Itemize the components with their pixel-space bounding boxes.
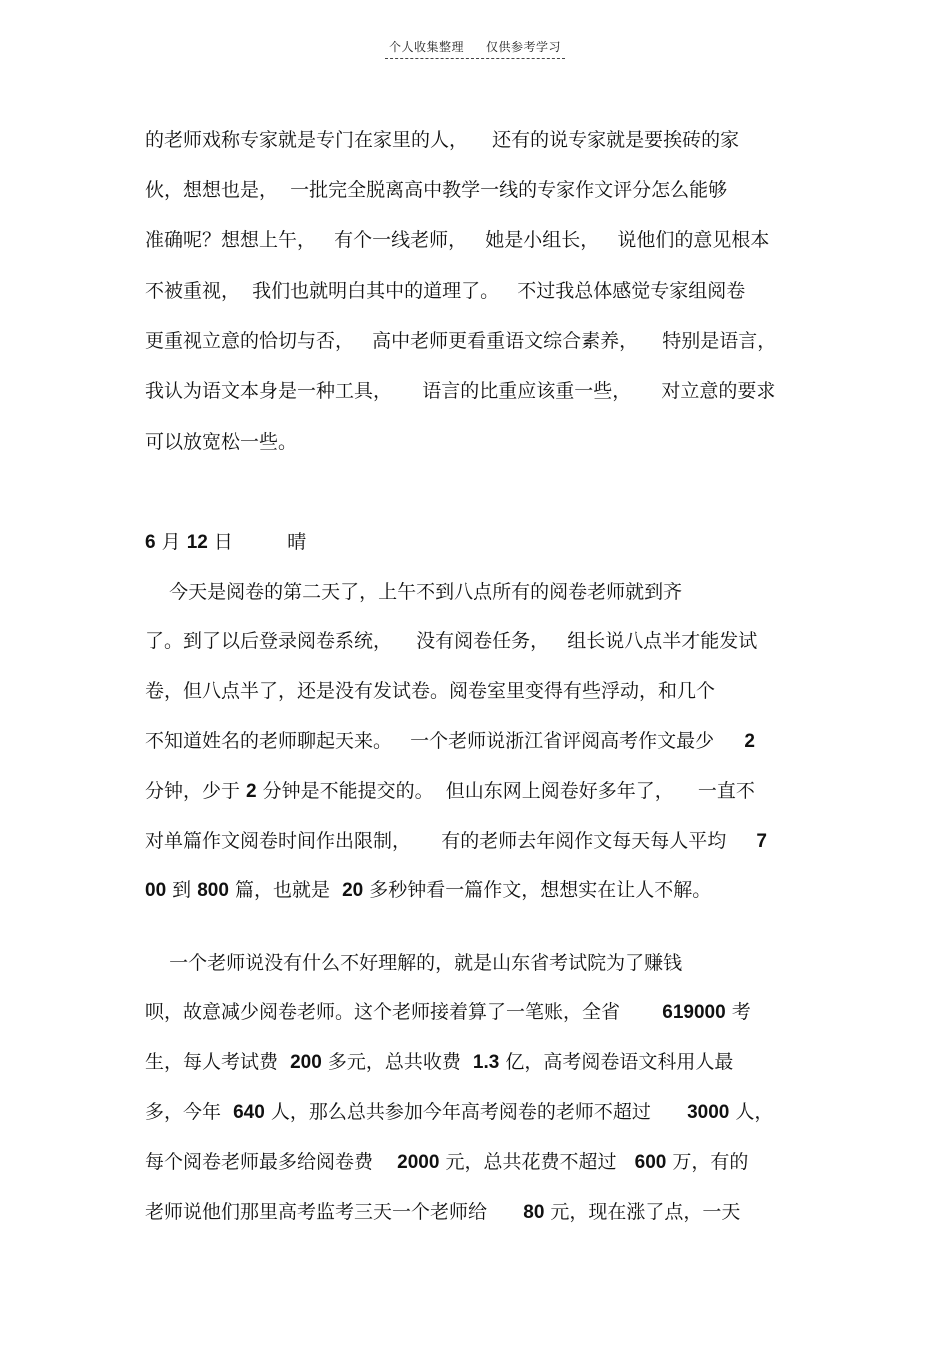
number-text: 80 (523, 1202, 545, 1223)
text-run: 每个阅卷老师最多给阅卷费 (145, 1151, 398, 1173)
text-run: 篇，也就是 (228, 879, 343, 901)
paragraph-line: 我认为语文本身是一种工具， 语言的比重应该重一些， 对立意的要求 (145, 380, 776, 402)
text-run: 人，那么总共参加今年高考阅卷的老师不超过 (264, 1101, 688, 1123)
text-run: 多秒钟看一篇作文，想想实在让人不解。 (363, 879, 712, 901)
number-text: 600 (634, 1152, 667, 1173)
paragraph-line: 伙，想想也是， 一批完全脱离高中教学一线的专家作文评分怎么能够 (145, 179, 728, 201)
paragraph-line (145, 679, 715, 703)
header-left-text: 个人收集整理 (388, 40, 464, 54)
paragraph-line (145, 729, 755, 754)
number-text: 3000 (687, 1102, 730, 1123)
text-run: 不知道姓名的老师聊起天来。 一个老师说浙江省评阅高考作文最少 (145, 730, 745, 752)
number-text: 7 (756, 831, 767, 852)
text-run: 呗，故意减少阅卷老师。这个老师接着算了一笔账，全省 (145, 1001, 663, 1023)
paragraph-line (145, 629, 757, 653)
paragraph-line (145, 1100, 773, 1125)
text-run: 今天是阅卷的第二天了，上午不到八点所有的阅卷老师就到齐 (145, 581, 683, 603)
text-run: 一个老师说没有什么不好理解的，就是山东省考试院为了赚钱 (145, 952, 683, 974)
text-run: 元，总共花费不超过 (439, 1151, 635, 1173)
number-text: 2 (246, 781, 257, 802)
date-month-char: 月 (161, 531, 181, 553)
number-text: 1.3 (472, 1052, 500, 1073)
text-run: 分钟是不能提交的。 但山东网上阅卷好多年了， 一直不 (256, 780, 755, 802)
number-text: 200 (290, 1052, 322, 1073)
date-heading (145, 530, 306, 555)
header-right-text: 仅供参考学习 (486, 40, 562, 54)
number-text: 619000 (662, 1002, 726, 1023)
text-run: 分钟，少于 (145, 780, 247, 802)
paragraph-line: 的老师戏称专家就是专门在家里的人， 还有的说专家就是要挨砖的家 (145, 129, 740, 151)
number-text: 00 (145, 880, 167, 901)
text-run: 生，每人考试费 (145, 1051, 291, 1073)
date-day-number: 12 (186, 532, 208, 553)
paragraph-line (145, 878, 711, 903)
paragraph-line (145, 1200, 740, 1225)
text-run: 多元，总共收费 (321, 1051, 473, 1073)
number-text: 2 (744, 731, 755, 752)
number-text: 2000 (397, 1152, 440, 1173)
text-run: 多，今年 (145, 1101, 234, 1123)
paragraph-line (145, 1150, 748, 1175)
paragraph-line (145, 580, 682, 604)
paragraph-line (145, 829, 767, 854)
paragraph-line: 更重视立意的恰切与否， 高中老师更看重语文综合素养， 特别是语言， (145, 330, 777, 352)
text-run: 卷，但八点半了，还是没有发试卷。阅卷室里变得有些浮动，和几个 (145, 680, 716, 702)
paragraph-line: 准确呢？想想上午， 有个一线老师， 她是小组长， 说他们的意见根本 (145, 229, 770, 251)
paragraph-line (145, 951, 682, 975)
text-run: 考 (725, 1001, 751, 1023)
date-month-number: 6 (145, 532, 156, 553)
number-text: 640 (233, 1102, 265, 1123)
text-run: 元，现在涨了点，一天 (544, 1201, 741, 1223)
number-text: 20 (342, 880, 364, 901)
page-header (0, 38, 950, 59)
text-run: 到 (166, 879, 198, 901)
header-underline (385, 38, 565, 59)
text-run: 对单篇作文阅卷时间作出限制， 有的老师去年阅作文每天每人平均 (145, 830, 757, 852)
text-run: 了。到了以后登录阅卷系统， 没有阅卷任务， 组长说八点半才能发试 (145, 630, 758, 652)
text-run: 人， (729, 1101, 774, 1123)
text-run: 亿，高考阅卷语文科用人最 (499, 1051, 734, 1073)
date-day-char: 日 (213, 531, 233, 553)
weather-text: 晴 (287, 531, 307, 553)
text-run: 老师说他们那里高考监考三天一个老师给 (145, 1201, 524, 1223)
paragraph-line: 不被重视， 我们也就明白其中的道理了。 不过我总体感觉专家组阅卷 (145, 280, 746, 302)
paragraph-line (145, 1000, 751, 1025)
paragraph-line (145, 779, 755, 804)
paragraph-line: 可以放宽松一些。 (145, 431, 298, 453)
number-text: 800 (197, 880, 229, 901)
text-run: 万，有的 (666, 1151, 749, 1173)
paragraph-line (145, 1050, 733, 1075)
